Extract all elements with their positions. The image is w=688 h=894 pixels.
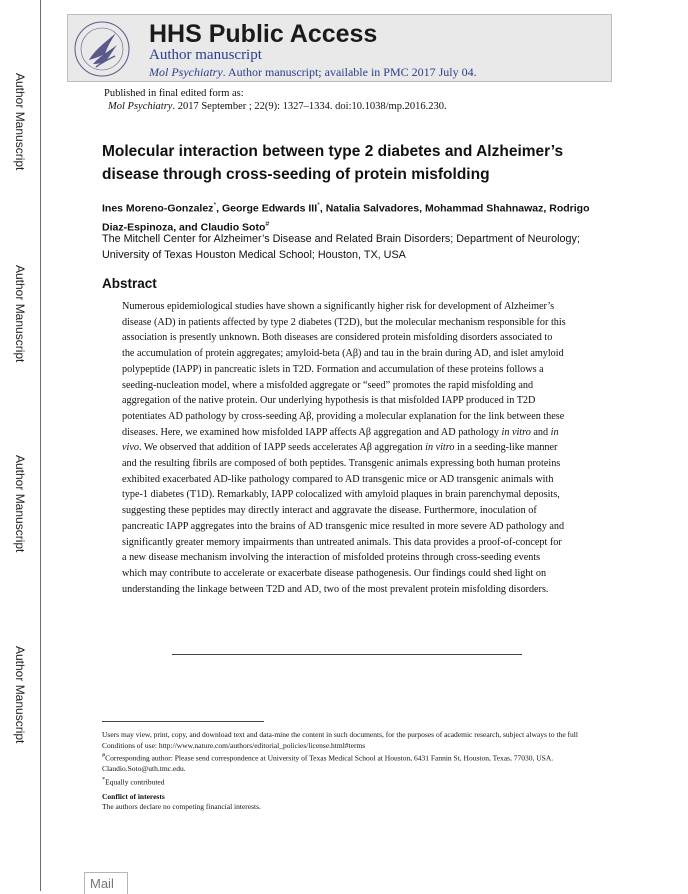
- published-notice: [104, 87, 447, 113]
- abstract-text: [122, 299, 566, 597]
- equal-contribution-text: Equally contributed: [105, 777, 165, 786]
- published-citation: [104, 100, 447, 113]
- author-separator: ,: [319, 202, 326, 215]
- abstract-text-segment: . We observed that addition of IAPP seeds accelerates Aβ aggregation: [138, 442, 426, 454]
- abstract-italic-text: in vitro: [425, 442, 455, 454]
- citation-journal: Mol Psychiatry: [108, 101, 173, 112]
- author-mark: *: [317, 202, 320, 209]
- author-separator: ,: [216, 202, 223, 215]
- author-name: Natalia Salvadores: [325, 202, 420, 215]
- journal-name: Mol Psychiatry: [149, 65, 223, 79]
- author-separator: ,: [419, 202, 425, 215]
- author-name: Rodrigo Diaz-Espinoza: [102, 202, 590, 233]
- author-name: George Edwards III: [222, 202, 318, 215]
- hhs-eagle-logo-icon: [72, 19, 132, 79]
- author-mark: *: [213, 202, 217, 209]
- conflict-heading: Conflict of interests: [102, 791, 165, 801]
- section-divider: [172, 654, 522, 655]
- abstract-italic-text: in vitro: [501, 426, 531, 438]
- hhs-header: [67, 14, 612, 82]
- abstract-text-segment: Numerous epidemiological studies have shown a significantly higher risk for development of Alzheimer’s disease (AD) in patients affected by type 2 diabetes (T2D), but the molecular mechanism responsible for this association is presently unknown. Both diseases are considered protein misfolding disorders associated to the accumulation of protein aggregates; amyloid-beta (Aβ) and tau in the brain during AD, and islet amyloid polypeptide (IAPP) in pancreatic islets in T2D. Formation and accumulation of these proteins follows a seeding-nucleation model, where a misfolded aggregate or “seed” promotes the rapid misfolding and aggregation of the native protein. Our underlying hypothesis is that misfolded IAPP produced in T2D potentiates AD pathology by cross-seeding Aβ, providing a molecular explanation for the link between these diseases. Here, we examined how misfolded IAPP affects Aβ aggregation and AD pathology: [122, 301, 566, 438]
- sidebar-label-author-manuscript: Author Manuscript: [13, 73, 27, 171]
- terms-of-use: Users may view, print, copy, and download text and data-mine the content in such documents, for the purposes of academic research, subject always to the full Conditions of use: http://www.nature.com/authors/editorial_policies/license.html#terms: [102, 730, 578, 750]
- footnote-divider: [102, 721, 264, 722]
- hhs-availability: [149, 65, 477, 80]
- corresponding-author-note: [102, 751, 592, 775]
- author-name: Mohammad Shahnawaz: [424, 202, 544, 215]
- author-mark: #: [265, 220, 270, 228]
- abstract-text-segment: in a seeding-like manner and the resulting fibrils are composed of both peptides. Transgenic animals expressing both human proteins exhibited exacerbated AD-like pathology compared to AD transgenic mice or AD transgenic animals with type-1 diabetes (T1D). Remarkably, IAPP colocalized with amyloid plaques in brain parenchymal deposits, suggesting these peptides may directly interact and aggravate the disease. Furthermore, inoculation of pancreatic IAPP aggregates into the brains of AD transgenic mice resulted in more severe AD pathology and significantly greater memory impairments than untreated animals. This data provides a proof-of-concept for a new disease mechanism involving the interaction of misfolded proteins through cross-seeding events which may contribute to accelerate or exacerbate disease pathogenesis. Our findings could shed light on understanding the linkage between T2D and AD, two of the most prevalent protein misfolding disorders.: [122, 442, 565, 595]
- conflict-text: The authors declare no competing financial interests.: [102, 802, 261, 811]
- article-title: Molecular interaction between type 2 diabetes and Alzheimer’s disease through cross-seeding of protein misfolding: [102, 143, 564, 183]
- equal-contribution-note: [102, 775, 592, 788]
- sidebar-label-author-manuscript: Author Manuscript: [13, 265, 27, 363]
- hhs-subtitle: Author manuscript: [149, 47, 262, 63]
- footnote-mark: *: [102, 775, 106, 783]
- abstract-italic-text: in vivo: [122, 426, 559, 454]
- author-list: [102, 198, 602, 235]
- author-name: Ines Moreno-Gonzalez: [102, 202, 214, 215]
- availability-text: . Author manuscript; available in PMC 2017 July 04.: [222, 65, 477, 79]
- author-separator: , and: [173, 221, 201, 233]
- abstract-heading: Abstract: [102, 276, 157, 291]
- mail-button[interactable]: Mail: [84, 872, 128, 894]
- author-separator: ,: [543, 202, 550, 215]
- author-name: Claudio Soto: [200, 221, 266, 233]
- author-affiliation: The Mitchell Center for Alzheimer’s Disease and Related Brain Disorders; Department of Neurology; University of Texas Houston Medical School; Houston, TX, USA: [102, 233, 580, 261]
- abstract-text-segment: and: [530, 426, 551, 438]
- citation-details: . 2017 September ; 22(9): 1327–1334. doi:10.1038/mp.2016.230.: [172, 101, 447, 112]
- sidebar-label-author-manuscript: Author Manuscript: [13, 455, 27, 553]
- footnote-mark: #: [102, 752, 106, 759]
- hhs-title: HHS Public Access: [149, 20, 378, 48]
- sidebar-divider: [40, 0, 41, 891]
- corresponding-author-text: Corresponding author: Please send correspondence at University of Texas Medical School at Houston, 6431 Fannin St, Houston, Texas, 77030, USA. Claudio.Soto@uth.tmc.edu.: [102, 753, 554, 773]
- published-label: Published in final edited form as:: [104, 88, 244, 99]
- footnotes: [102, 730, 592, 813]
- sidebar-label-author-manuscript: Author Manuscript: [13, 646, 27, 744]
